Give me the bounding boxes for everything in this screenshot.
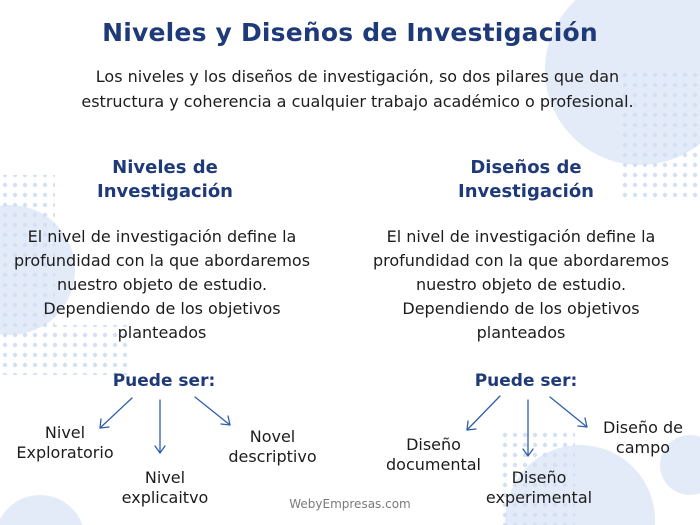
niveles-item-1-line2: Exploratorio (16, 443, 114, 462)
disenos-heading-line1: Diseños de (470, 157, 582, 178)
arrow-icon (523, 400, 533, 456)
arrow-icon (100, 398, 132, 428)
disenos-description: El nivel de investigación define la profundidad con la que abordaremos nuestro objeto de estudio. Dependiendo de los objetivos planteados (372, 227, 670, 342)
niveles-item-1-line1: Nivel (44, 423, 86, 442)
disenos-item-1-line2: documental (386, 455, 481, 474)
disenos-puede-ser-label: Puede ser: (474, 371, 578, 391)
niveles-item-2-line1: Nivel (144, 468, 186, 487)
arrow-icon (195, 397, 230, 425)
niveles-item-3-line1: Novel (249, 427, 296, 446)
niveles-item-2-line2: explicaitvo (121, 488, 209, 507)
arrow-icon (550, 397, 587, 427)
arrow-icon (467, 396, 500, 430)
niveles-puede-ser-label: Puede ser: (112, 371, 216, 391)
page-title: Niveles y Diseños de Investigación (102, 18, 598, 47)
intro-paragraph: Los niveles y los diseños de investigación, so dos pilares que dan estructura y coherencia a cualquier trabajo académico o profesional. (81, 67, 634, 111)
niveles-item-3-line2: descriptivo (228, 447, 317, 466)
disenos-item-2-line1: Diseño (511, 468, 567, 487)
disenos-heading-line2: Investigación (458, 181, 594, 202)
niveles-description: El nivel de investigación define la profundidad con la que abordaremos nuestro objeto de estudio. Dependiendo de los objetivos planteados (13, 227, 311, 342)
footer-watermark: WebyEmpresas.com (289, 497, 411, 511)
disenos-item-3-line2: campo (615, 438, 671, 457)
disenos-item-1-line1: Diseño (406, 435, 461, 454)
niveles-heading-line2: Investigación (97, 181, 233, 202)
disenos-item-2-line2: experimental (485, 488, 593, 507)
disenos-item-3-line1: Diseño de (603, 418, 683, 437)
niveles-heading-line1: Niveles de (112, 157, 218, 178)
arrow-icon (155, 400, 165, 453)
